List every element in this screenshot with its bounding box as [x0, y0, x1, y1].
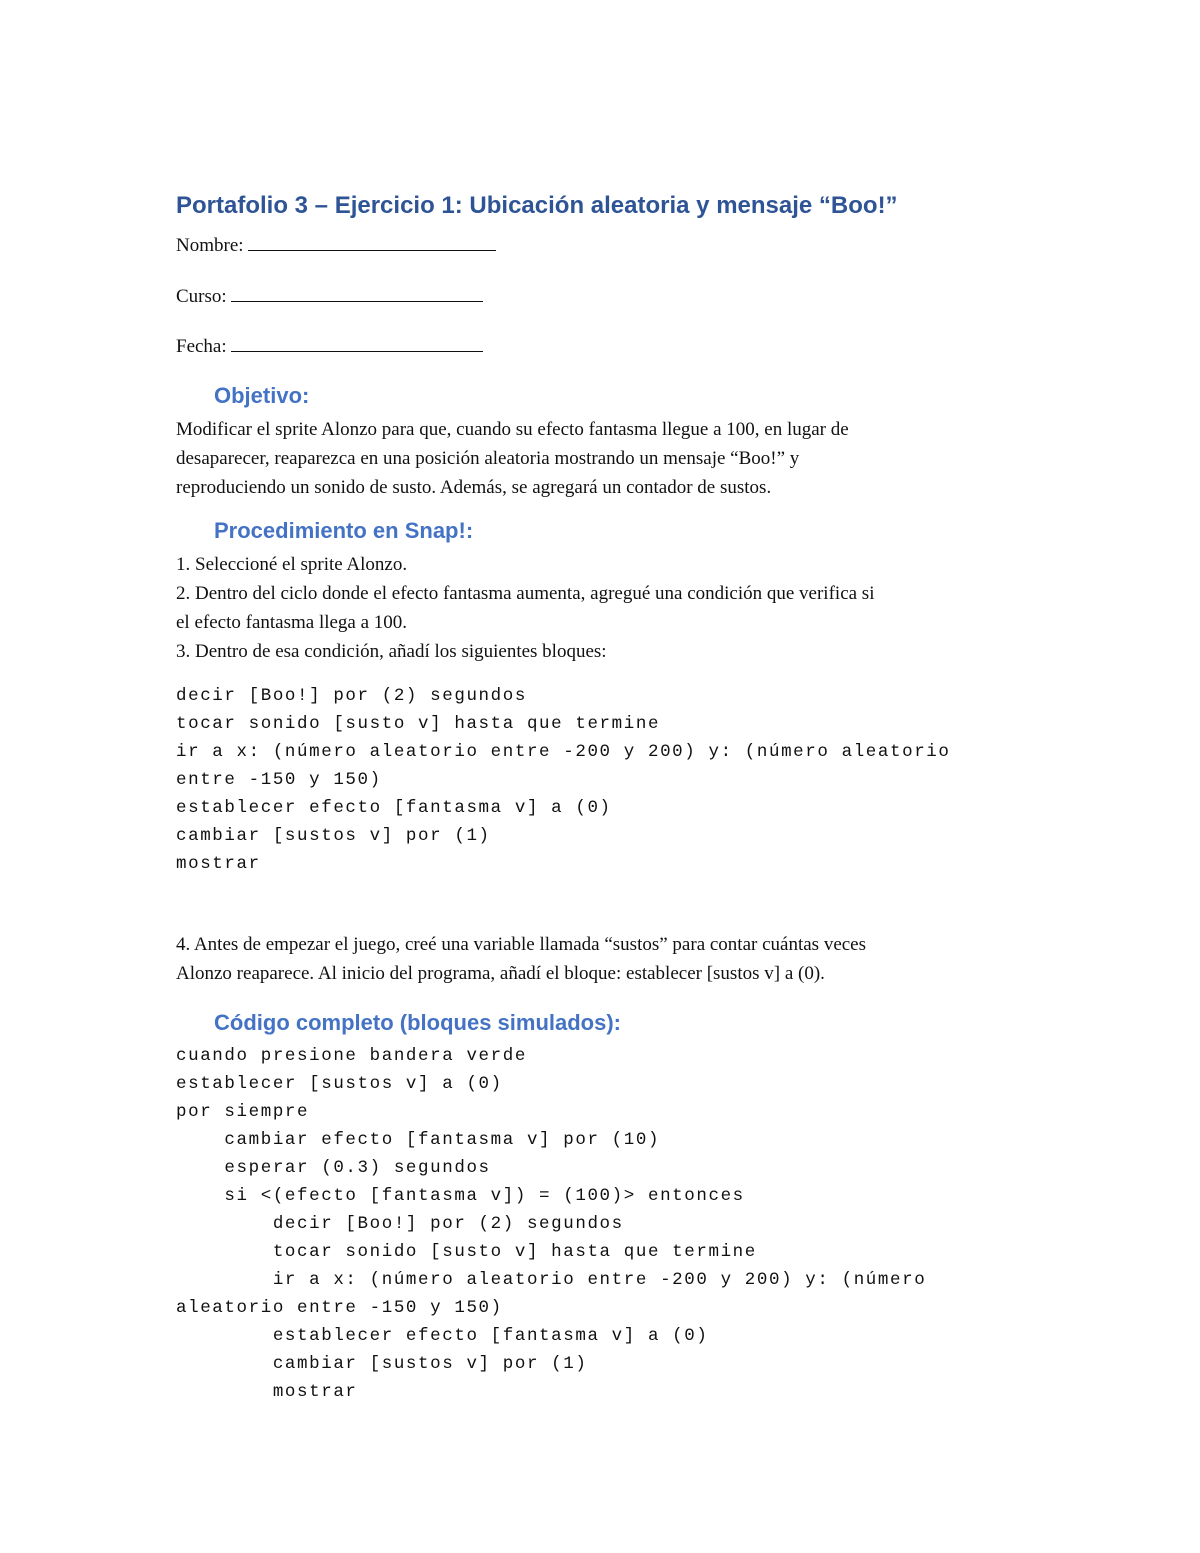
- fecha-blank-line: [231, 333, 483, 352]
- page-title: Portafolio 3 – Ejercicio 1: Ubicación aleatoria y mensaje “Boo!”: [176, 192, 898, 219]
- code-line: tocar sonido [susto v] hasta que termine: [176, 714, 661, 734]
- code-line: establecer [sustos v] a (0): [176, 1074, 503, 1094]
- step-line: 3. Dentro de esa condición, añadí los siguientes bloques:: [176, 641, 607, 662]
- fecha-label: Fecha:: [176, 336, 227, 357]
- step-line: 1. Seleccioné el sprite Alonzo.: [176, 554, 408, 575]
- document-page: [176, 190, 1036, 1406]
- fecha-field: [176, 333, 1036, 360]
- nombre-blank-line: [248, 232, 496, 251]
- code-line: mostrar: [176, 854, 261, 874]
- objetivo-line: reproduciendo un sonido de susto. Además, se agregará un contador de sustos.: [176, 477, 772, 498]
- code-snippet: [176, 682, 1036, 878]
- code-line: cambiar efecto [fantasma v] por (10): [176, 1130, 661, 1150]
- code-line: esperar (0.3) segundos: [176, 1158, 491, 1178]
- code-line: si <(efecto [fantasma v]) = (100)> entonces: [176, 1186, 745, 1206]
- codigo-heading: Código completo (bloques simulados):: [214, 1010, 621, 1035]
- code-line: tocar sonido [susto v] hasta que termine: [176, 1242, 757, 1262]
- nombre-field: [176, 232, 1036, 259]
- step4-text: [176, 930, 1036, 988]
- code-line: mostrar: [176, 1382, 358, 1402]
- code-line: cambiar [sustos v] por (1): [176, 1354, 588, 1374]
- step-line: 2. Dentro del ciclo donde el efecto fantasma aumenta, agregué una condición que verifica si: [176, 583, 875, 604]
- objetivo-heading: Objetivo:: [214, 383, 310, 408]
- procedimiento-steps: [176, 550, 1036, 666]
- code-line: decir [Boo!] por (2) segundos: [176, 1214, 624, 1234]
- code-line: ir a x: (número aleatorio entre -200 y 200) y: (número aleatorio: [176, 742, 951, 762]
- curso-field: [176, 283, 1036, 310]
- curso-blank-line: [231, 283, 483, 302]
- objetivo-line: Modificar el sprite Alonzo para que, cuando su efecto fantasma llegue a 100, en lugar de: [176, 419, 849, 440]
- code-line: cuando presione bandera verde: [176, 1046, 527, 1066]
- procedimiento-heading: Procedimiento en Snap!:: [214, 518, 474, 543]
- curso-label: Curso:: [176, 286, 227, 307]
- code-line: establecer efecto [fantasma v] a (0): [176, 798, 612, 818]
- code-line: cambiar [sustos v] por (1): [176, 826, 491, 846]
- code-line: ir a x: (número aleatorio entre -200 y 200) y: (número: [176, 1270, 927, 1290]
- step-line: 4. Antes de empezar el juego, creé una variable llamada “sustos” para contar cuántas veces: [176, 934, 867, 955]
- step-line: el efecto fantasma llega a 100.: [176, 612, 408, 633]
- nombre-label: Nombre:: [176, 235, 244, 256]
- full-code-block: [176, 1042, 1036, 1406]
- code-line: decir [Boo!] por (2) segundos: [176, 686, 527, 706]
- step-line: Alonzo reaparece. Al inicio del programa, añadí el bloque: establecer [sustos v] a (0).: [176, 963, 825, 984]
- code-line: aleatorio entre -150 y 150): [176, 1298, 503, 1318]
- objetivo-text: [176, 415, 1036, 502]
- code-line: establecer efecto [fantasma v] a (0): [176, 1326, 709, 1346]
- code-line: entre -150 y 150): [176, 770, 382, 790]
- objetivo-line: desaparecer, reaparezca en una posición aleatoria mostrando un mensaje “Boo!” y: [176, 448, 800, 469]
- code-line: por siempre: [176, 1102, 310, 1122]
